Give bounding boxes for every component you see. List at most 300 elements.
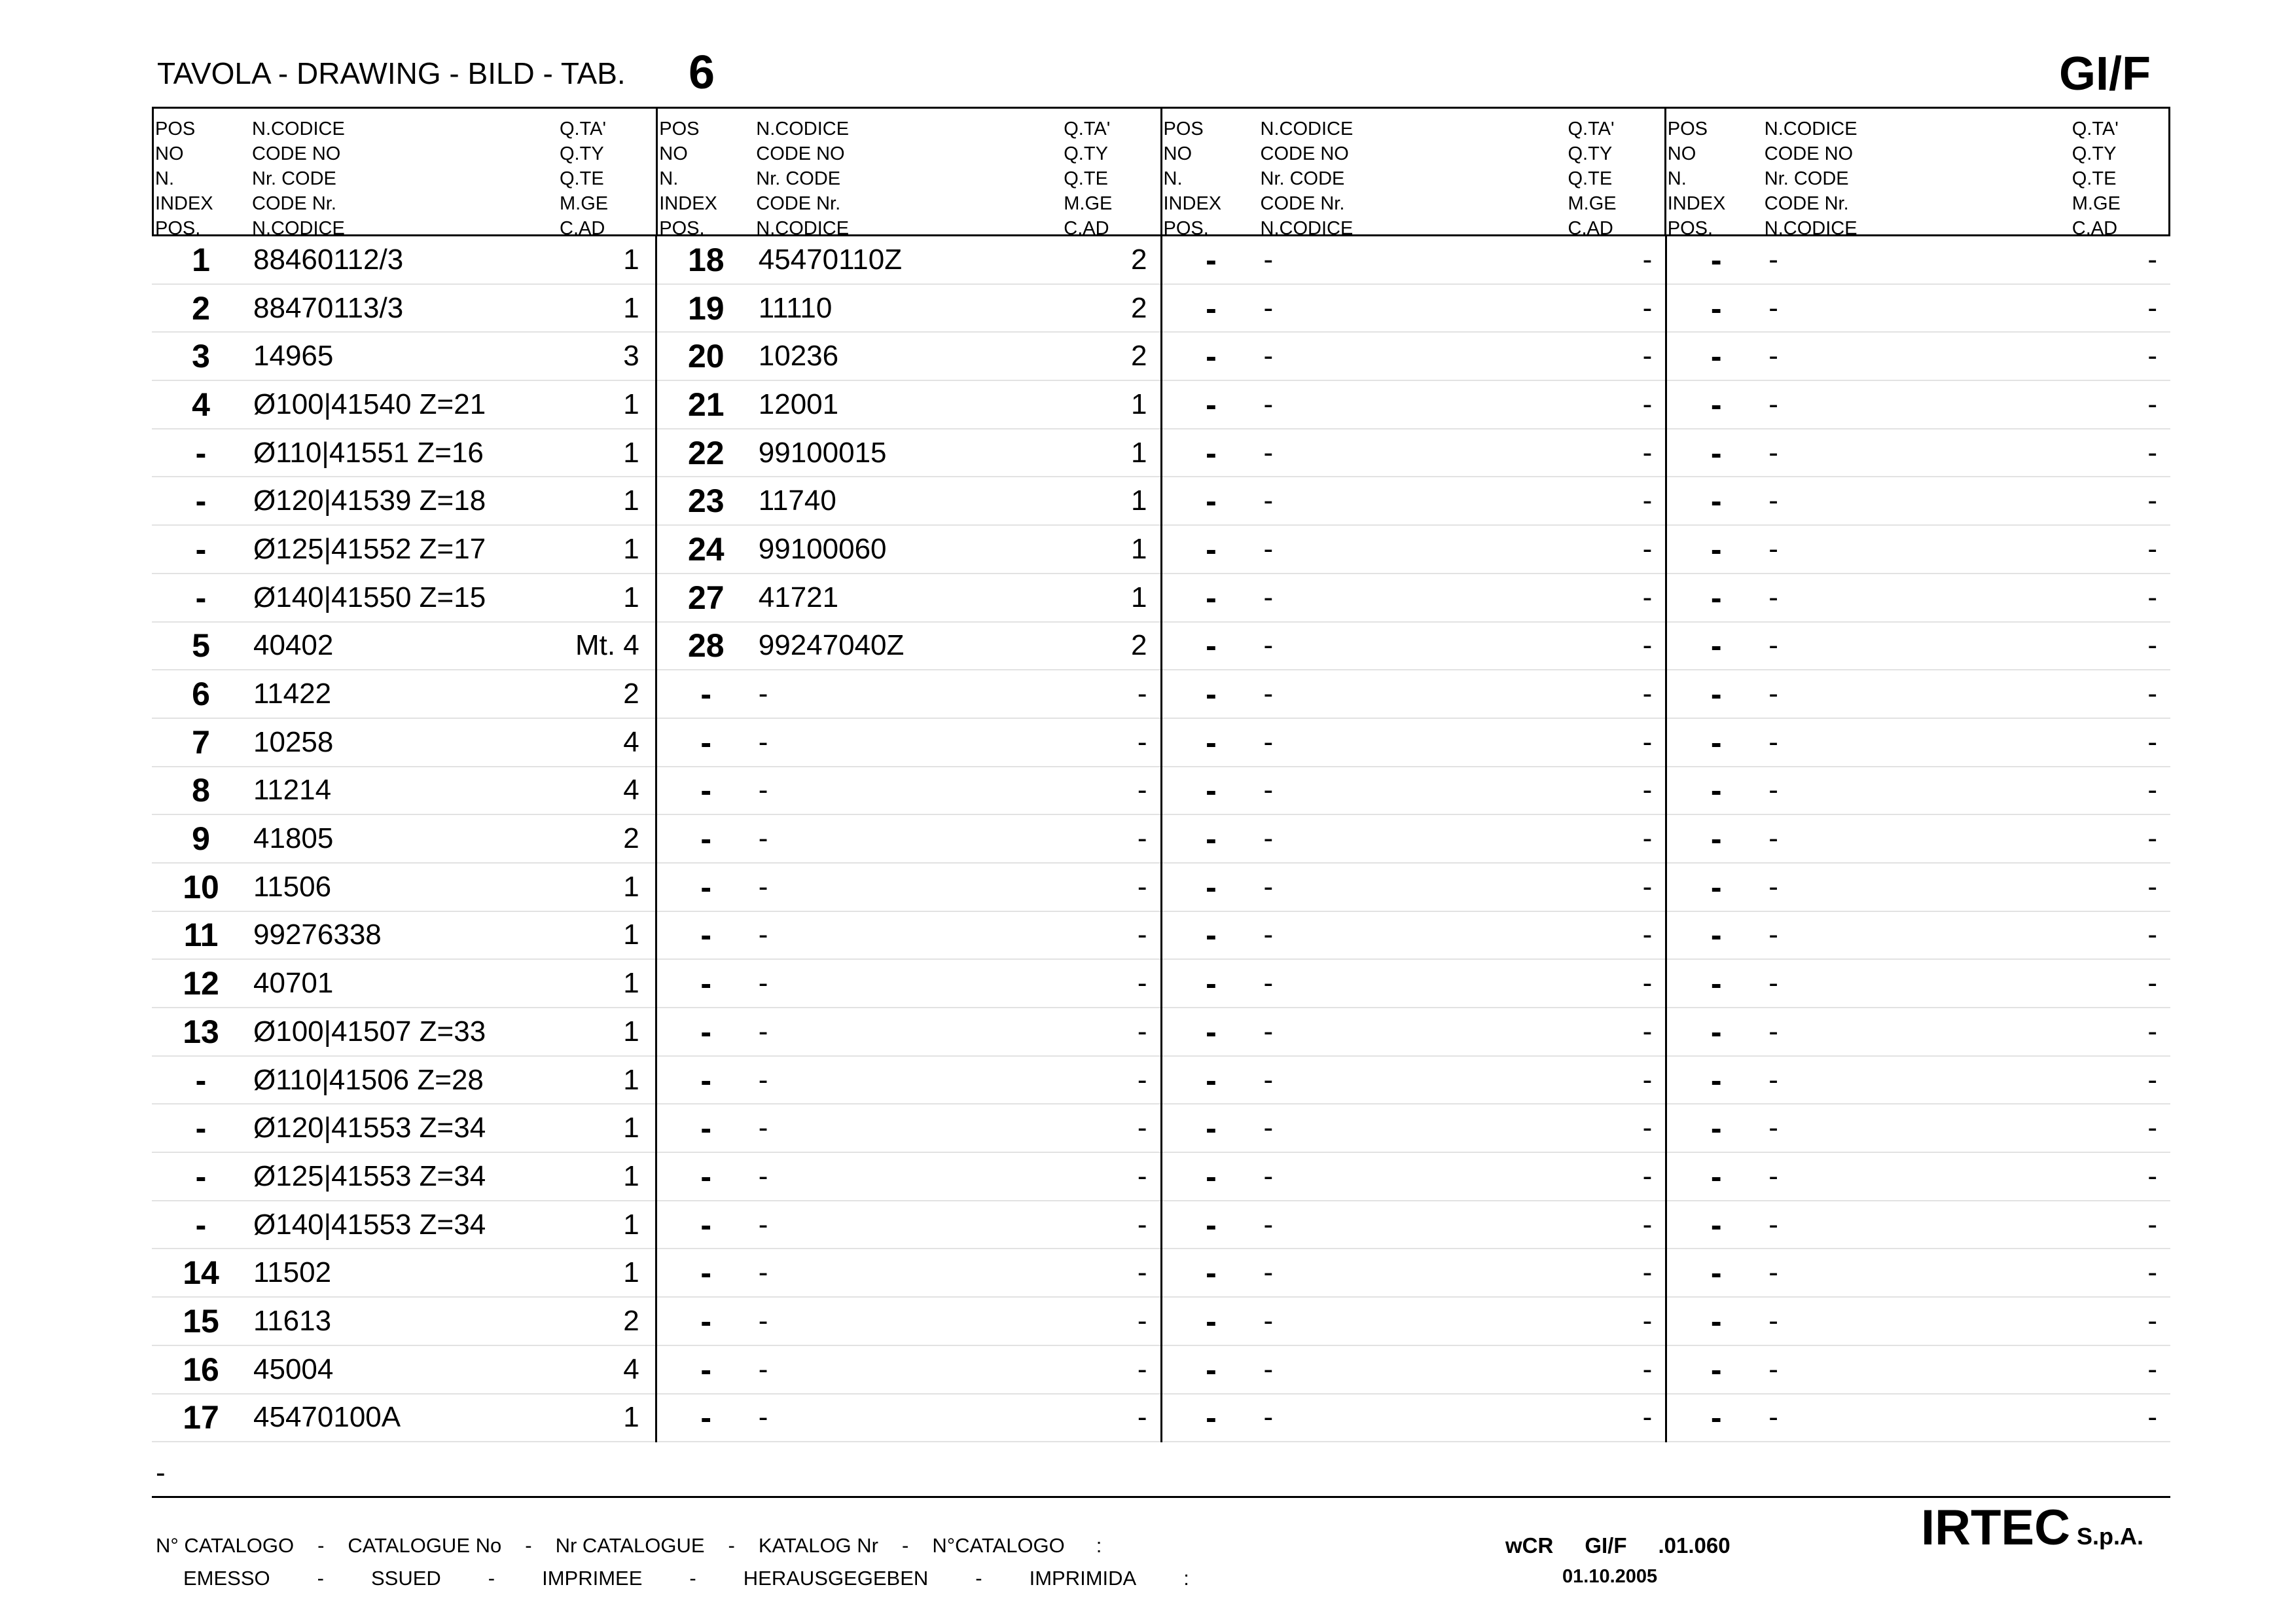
table-row bbox=[1667, 1346, 2170, 1395]
table-row bbox=[152, 719, 655, 767]
quantity: - bbox=[1642, 1208, 1653, 1241]
quantity: - bbox=[1642, 1256, 1653, 1289]
part-code: - bbox=[758, 919, 768, 951]
footer-text: - bbox=[488, 1567, 495, 1590]
quantity: - bbox=[2147, 1063, 2157, 1096]
position-number: - bbox=[700, 1254, 712, 1292]
position-number: 8 bbox=[192, 772, 210, 809]
part-code: - bbox=[1768, 1304, 1778, 1337]
position-number: - bbox=[700, 1399, 712, 1436]
part-code: - bbox=[1768, 967, 1778, 1000]
position-number: 9 bbox=[192, 820, 210, 858]
quantity: 1 bbox=[1131, 581, 1147, 613]
quantity: - bbox=[2147, 967, 2157, 1000]
part-code: - bbox=[1768, 1256, 1778, 1289]
position-number: 18 bbox=[687, 241, 725, 278]
part-code: - bbox=[1768, 1401, 1778, 1434]
table-row bbox=[657, 574, 1160, 623]
part-code: Ø120|41553 Z=34 bbox=[253, 1112, 486, 1144]
part-code: - bbox=[1263, 678, 1274, 710]
quantity: - bbox=[2147, 1401, 2157, 1434]
header-group bbox=[1160, 109, 1664, 239]
table-row bbox=[657, 1057, 1160, 1105]
quantity: - bbox=[1137, 1401, 1147, 1434]
header-label: Q.TE bbox=[1568, 168, 1613, 189]
quantity: - bbox=[1642, 774, 1653, 807]
position-number: - bbox=[1710, 1399, 1722, 1436]
quantity: - bbox=[1137, 725, 1147, 758]
quantity: - bbox=[1137, 967, 1147, 1000]
footer-text: : bbox=[1096, 1534, 1102, 1557]
position-number: - bbox=[1206, 1110, 1217, 1147]
header-label: N. bbox=[1667, 168, 1687, 189]
header-label: POS bbox=[155, 119, 196, 139]
table-row bbox=[1162, 285, 1666, 333]
quantity: - bbox=[1642, 291, 1653, 324]
catalog-code-part: wCR bbox=[1505, 1533, 1554, 1558]
footer-text: KATALOG Nr bbox=[758, 1534, 878, 1557]
part-code: - bbox=[1263, 919, 1274, 951]
part-code: - bbox=[1768, 340, 1778, 373]
header-group bbox=[656, 109, 1160, 239]
part-code: - bbox=[1768, 629, 1778, 662]
table-row bbox=[1667, 670, 2170, 719]
table-row bbox=[152, 767, 655, 816]
position-number: 24 bbox=[687, 530, 725, 568]
position-number: - bbox=[195, 1110, 207, 1147]
part-code: 11506 bbox=[253, 870, 332, 903]
part-code: - bbox=[1263, 243, 1274, 276]
part-code: - bbox=[1263, 436, 1274, 469]
table-row bbox=[1667, 1008, 2170, 1057]
part-code: - bbox=[1263, 388, 1274, 420]
position-number: - bbox=[1206, 1013, 1217, 1050]
table-row bbox=[152, 864, 655, 912]
position-number: - bbox=[1206, 1254, 1217, 1292]
table-row bbox=[1667, 960, 2170, 1008]
part-code: - bbox=[1768, 774, 1778, 807]
quantity: 1 bbox=[623, 1159, 639, 1192]
position-number: - bbox=[700, 772, 712, 809]
position-number: - bbox=[700, 965, 712, 1002]
part-code: Ø110|41506 Z=28 bbox=[253, 1063, 484, 1096]
table-row bbox=[1667, 429, 2170, 478]
quantity: 1 bbox=[623, 581, 639, 613]
part-code: - bbox=[1768, 484, 1778, 517]
position-number: - bbox=[700, 1351, 712, 1388]
position-number: - bbox=[700, 1061, 712, 1099]
header-label: N.CODICE bbox=[252, 218, 345, 239]
part-code: Ø125|41553 Z=34 bbox=[253, 1159, 486, 1192]
position-number: - bbox=[1206, 338, 1217, 375]
table-row bbox=[1162, 1249, 1666, 1298]
quantity: - bbox=[1642, 1015, 1653, 1048]
table-row bbox=[152, 1346, 655, 1395]
position-number: 11 bbox=[183, 917, 219, 954]
table-row bbox=[152, 1153, 655, 1201]
table-row bbox=[657, 333, 1160, 381]
position-number: 13 bbox=[183, 1013, 219, 1050]
part-code: 45470110Z bbox=[758, 243, 903, 276]
header-label: N.CODICE bbox=[1260, 119, 1354, 139]
table-header bbox=[152, 107, 2170, 239]
part-code: - bbox=[1768, 870, 1778, 903]
quantity: 4 bbox=[623, 774, 639, 807]
position-number: - bbox=[1710, 1206, 1722, 1243]
table-row bbox=[152, 1201, 655, 1250]
quantity: 2 bbox=[623, 678, 639, 710]
part-code: - bbox=[758, 870, 768, 903]
part-code: 11502 bbox=[253, 1256, 332, 1289]
header-label: CODE Nr. bbox=[1764, 193, 1849, 214]
position-number: - bbox=[1710, 868, 1722, 905]
table-row bbox=[152, 1395, 655, 1443]
table-row bbox=[1162, 333, 1666, 381]
header-label: N. bbox=[659, 168, 679, 189]
part-code: - bbox=[1768, 532, 1778, 565]
quantity: - bbox=[2147, 291, 2157, 324]
position-number: - bbox=[1206, 1158, 1217, 1195]
table-row bbox=[1667, 1057, 2170, 1105]
part-code: 11740 bbox=[758, 484, 836, 517]
table-row bbox=[657, 1153, 1160, 1201]
header-group bbox=[1664, 109, 2168, 239]
company-logo-text bbox=[1921, 1499, 2144, 1556]
header-label: Q.TE bbox=[1064, 168, 1108, 189]
position-number: - bbox=[700, 917, 712, 954]
table-row bbox=[1162, 1057, 1666, 1105]
catalog-code bbox=[1505, 1533, 1762, 1558]
quantity: 1 bbox=[623, 1401, 639, 1434]
header-label: CODE NO bbox=[252, 143, 341, 164]
position-number: - bbox=[700, 1013, 712, 1050]
quantity: - bbox=[1642, 725, 1653, 758]
quantity: - bbox=[2147, 340, 2157, 373]
table-row bbox=[1667, 236, 2170, 285]
position-number: - bbox=[1206, 917, 1217, 954]
position-number: 27 bbox=[687, 579, 725, 616]
table-row bbox=[1667, 912, 2170, 960]
quantity: - bbox=[2147, 1256, 2157, 1289]
quantity: 1 bbox=[623, 967, 639, 1000]
footer-text: EMESSO bbox=[183, 1567, 270, 1590]
part-code: Ø140|41553 Z=34 bbox=[253, 1208, 486, 1241]
position-number: - bbox=[195, 530, 207, 568]
table-row bbox=[657, 960, 1160, 1008]
part-code: - bbox=[1768, 1208, 1778, 1241]
part-code: - bbox=[1263, 1304, 1274, 1337]
quantity: - bbox=[2147, 678, 2157, 710]
quantity: 1 bbox=[1131, 436, 1147, 469]
header-label: Q.TA' bbox=[1568, 119, 1615, 139]
table-row bbox=[657, 1395, 1160, 1443]
part-code: - bbox=[1263, 340, 1274, 373]
part-code: 11214 bbox=[253, 774, 332, 807]
header-label: Q.TY bbox=[1568, 143, 1613, 164]
quantity: - bbox=[1642, 870, 1653, 903]
header-qty-labels bbox=[1568, 117, 1617, 241]
column-group bbox=[152, 236, 655, 1442]
position-number: - bbox=[1710, 579, 1722, 616]
table-row bbox=[1667, 333, 2170, 381]
quantity: - bbox=[1137, 1112, 1147, 1144]
quantity: - bbox=[1642, 243, 1653, 276]
position-number: - bbox=[1710, 1013, 1722, 1050]
part-code: - bbox=[758, 1159, 768, 1192]
header-label: Nr. CODE bbox=[1764, 168, 1849, 189]
table-row bbox=[152, 670, 655, 719]
quantity: 1 bbox=[623, 1208, 639, 1241]
header-label: NO bbox=[659, 143, 688, 164]
table-row bbox=[1162, 960, 1666, 1008]
header-label: N.CODICE bbox=[252, 119, 345, 139]
position-number: 10 bbox=[183, 868, 219, 905]
footer-text: Nr CATALOGUE bbox=[555, 1534, 705, 1557]
position-number: - bbox=[1206, 772, 1217, 809]
header-code-labels bbox=[756, 117, 849, 241]
table-row bbox=[657, 670, 1160, 719]
header-pos-labels bbox=[1668, 117, 1726, 241]
company-suffix: S.p.A. bbox=[2076, 1523, 2144, 1550]
issued-label bbox=[183, 1567, 1189, 1590]
position-number: - bbox=[1710, 1351, 1722, 1388]
position-number: - bbox=[1206, 723, 1217, 761]
position-number: - bbox=[1710, 483, 1722, 520]
table-row bbox=[152, 236, 655, 285]
quantity: - bbox=[1642, 1112, 1653, 1144]
header-qty-labels bbox=[1064, 117, 1112, 241]
quantity: - bbox=[2147, 581, 2157, 613]
quantity: - bbox=[1137, 1015, 1147, 1048]
quantity: 4 bbox=[623, 725, 639, 758]
position-number: - bbox=[1710, 965, 1722, 1002]
quantity: - bbox=[1137, 919, 1147, 951]
header-label: Q.TE bbox=[2072, 168, 2117, 189]
table-row bbox=[1667, 285, 2170, 333]
header-label: C.AD bbox=[1064, 218, 1109, 239]
part-code: - bbox=[1768, 388, 1778, 420]
catalog-number-label bbox=[156, 1534, 1102, 1558]
header-label: M.GE bbox=[560, 193, 609, 214]
position-number: - bbox=[195, 1206, 207, 1243]
header-label: M.GE bbox=[1064, 193, 1113, 214]
footer-text: IMPRIMIDA bbox=[1029, 1567, 1137, 1590]
table-row bbox=[1162, 236, 1666, 285]
position-number: - bbox=[700, 676, 712, 713]
part-code: - bbox=[1263, 725, 1274, 758]
footer-text: - bbox=[728, 1534, 735, 1557]
footer-text: - bbox=[902, 1534, 909, 1557]
quantity: - bbox=[2147, 1112, 2157, 1144]
quantity: 2 bbox=[1131, 291, 1147, 324]
table-row bbox=[152, 623, 655, 671]
part-code: 99100060 bbox=[758, 532, 887, 565]
footer-text: - bbox=[317, 1567, 324, 1590]
table-row bbox=[152, 1057, 655, 1105]
footer-divider bbox=[152, 1496, 2170, 1498]
table-row bbox=[1667, 1395, 2170, 1443]
position-number: 5 bbox=[192, 627, 210, 665]
part-code: 45470100A bbox=[253, 1401, 401, 1434]
position-number: 3 bbox=[192, 338, 210, 375]
part-code: 11110 bbox=[758, 291, 833, 324]
table-row bbox=[1162, 381, 1666, 429]
quantity: 3 bbox=[623, 340, 639, 373]
quantity: - bbox=[1137, 822, 1147, 855]
part-code: Ø140|41550 Z=15 bbox=[253, 581, 486, 613]
quantity: - bbox=[1137, 870, 1147, 903]
position-number: - bbox=[1206, 530, 1217, 568]
header-label: Q.TY bbox=[1064, 143, 1108, 164]
part-code: 11613 bbox=[253, 1304, 332, 1337]
part-code: - bbox=[758, 1353, 768, 1385]
table-row bbox=[657, 864, 1160, 912]
part-code: - bbox=[1768, 1015, 1778, 1048]
quantity: - bbox=[1642, 532, 1653, 565]
header-label: POS bbox=[659, 119, 700, 139]
position-number: - bbox=[1206, 1302, 1217, 1340]
position-number: 12 bbox=[183, 965, 219, 1002]
position-number: 22 bbox=[687, 434, 725, 471]
issue-date: 01.10.2005 bbox=[1562, 1566, 1658, 1587]
table-row bbox=[1667, 623, 2170, 671]
quantity: - bbox=[1137, 1304, 1147, 1337]
position-number: - bbox=[195, 434, 207, 471]
catalog-code-part: .01.060 bbox=[1658, 1533, 1731, 1558]
table-row bbox=[1162, 670, 1666, 719]
table-row bbox=[657, 1008, 1160, 1057]
quantity: 2 bbox=[623, 1304, 639, 1337]
part-code: - bbox=[1263, 1401, 1274, 1434]
table-row bbox=[152, 381, 655, 429]
footer-text: - bbox=[317, 1534, 325, 1557]
header-code-labels bbox=[252, 117, 345, 241]
column-group bbox=[1665, 236, 2170, 1442]
part-code: - bbox=[1263, 967, 1274, 1000]
table-row bbox=[1667, 574, 2170, 623]
table-row bbox=[1162, 1201, 1666, 1250]
quantity: - bbox=[1137, 1256, 1147, 1289]
header-label: Q.TY bbox=[2072, 143, 2117, 164]
position-number: - bbox=[1206, 579, 1217, 616]
position-number: 23 bbox=[687, 483, 725, 520]
header-label: NO bbox=[155, 143, 184, 164]
header-label: POS. bbox=[1163, 218, 1209, 239]
part-code: Ø100|41507 Z=33 bbox=[253, 1015, 486, 1048]
table-row bbox=[1162, 477, 1666, 526]
header-label: Nr. CODE bbox=[252, 168, 336, 189]
part-code: - bbox=[1263, 870, 1274, 903]
header-label: CODE Nr. bbox=[1260, 193, 1345, 214]
position-number: - bbox=[1710, 723, 1722, 761]
header-label: Q.TE bbox=[560, 168, 604, 189]
quantity: - bbox=[2147, 870, 2157, 903]
part-code: 88460112/3 bbox=[253, 243, 404, 276]
part-code: - bbox=[1263, 484, 1274, 517]
table-row bbox=[152, 285, 655, 333]
header-label: Q.TA' bbox=[2072, 119, 2119, 139]
header-label: INDEX bbox=[1667, 193, 1726, 214]
position-number: 16 bbox=[183, 1351, 219, 1388]
quantity: - bbox=[1642, 340, 1653, 373]
header-label: Q.TA' bbox=[560, 119, 607, 139]
part-code: - bbox=[758, 1015, 768, 1048]
part-code: Ø110|41551 Z=16 bbox=[253, 436, 484, 469]
position-number: - bbox=[1206, 241, 1217, 278]
table-row bbox=[1667, 719, 2170, 767]
header-label: INDEX bbox=[1163, 193, 1222, 214]
quantity: 1 bbox=[623, 291, 639, 324]
part-code: - bbox=[1263, 1112, 1274, 1144]
quantity: - bbox=[2147, 822, 2157, 855]
column-group bbox=[655, 236, 1160, 1442]
footer-text: N°CATALOGO bbox=[932, 1534, 1065, 1557]
header-qty-labels bbox=[560, 117, 608, 241]
position-number: - bbox=[700, 1158, 712, 1195]
part-code: - bbox=[1768, 1353, 1778, 1385]
quantity: 1 bbox=[623, 484, 639, 517]
part-code: - bbox=[1768, 581, 1778, 613]
header-pos-labels bbox=[659, 117, 717, 241]
header-label: Nr. CODE bbox=[756, 168, 841, 189]
header-label: N.CODICE bbox=[1260, 218, 1354, 239]
quantity: - bbox=[1642, 967, 1653, 1000]
footer-text: N° CATALOGO bbox=[156, 1534, 295, 1557]
position-number: 20 bbox=[687, 338, 725, 375]
quantity: - bbox=[1642, 1063, 1653, 1096]
position-number: - bbox=[1206, 965, 1217, 1002]
footer-text: CATALOGUE No bbox=[348, 1534, 502, 1557]
table-row bbox=[1162, 574, 1666, 623]
part-code: - bbox=[758, 822, 768, 855]
part-code: 14965 bbox=[253, 340, 334, 373]
column-group bbox=[1160, 236, 1666, 1442]
quantity: 1 bbox=[623, 388, 639, 420]
table-row bbox=[1162, 1298, 1666, 1346]
part-code: 10236 bbox=[758, 340, 839, 373]
quantity: - bbox=[2147, 436, 2157, 469]
position-number: - bbox=[1206, 289, 1217, 327]
quantity: - bbox=[1137, 678, 1147, 710]
quantity: - bbox=[1642, 919, 1653, 951]
position-number: - bbox=[1206, 627, 1217, 665]
part-code: 40402 bbox=[253, 629, 334, 662]
parts-list-table bbox=[152, 107, 2170, 1442]
position-number: - bbox=[1710, 1110, 1722, 1147]
table-row bbox=[1162, 1104, 1666, 1153]
position-number: - bbox=[1206, 386, 1217, 423]
position-number: 19 bbox=[687, 289, 725, 327]
part-code: 45004 bbox=[253, 1353, 334, 1385]
company-name: IRTEC bbox=[1920, 1500, 2070, 1556]
part-code: - bbox=[758, 1208, 768, 1241]
quantity: - bbox=[2147, 1015, 2157, 1048]
table-row bbox=[1667, 1104, 2170, 1153]
position-number: - bbox=[1206, 434, 1217, 471]
part-code: - bbox=[1263, 1256, 1274, 1289]
table-row bbox=[1667, 1153, 2170, 1201]
table-row bbox=[1162, 1153, 1666, 1201]
position-number: - bbox=[195, 1158, 207, 1195]
table-row bbox=[1162, 623, 1666, 671]
quantity: - bbox=[1137, 1353, 1147, 1385]
quantity: 1 bbox=[623, 243, 639, 276]
position-number: 17 bbox=[183, 1399, 219, 1436]
header-label: CODE NO bbox=[1260, 143, 1349, 164]
part-code: - bbox=[1768, 1159, 1778, 1192]
position-number: - bbox=[1710, 820, 1722, 858]
header-label: N.CODICE bbox=[1764, 218, 1857, 239]
